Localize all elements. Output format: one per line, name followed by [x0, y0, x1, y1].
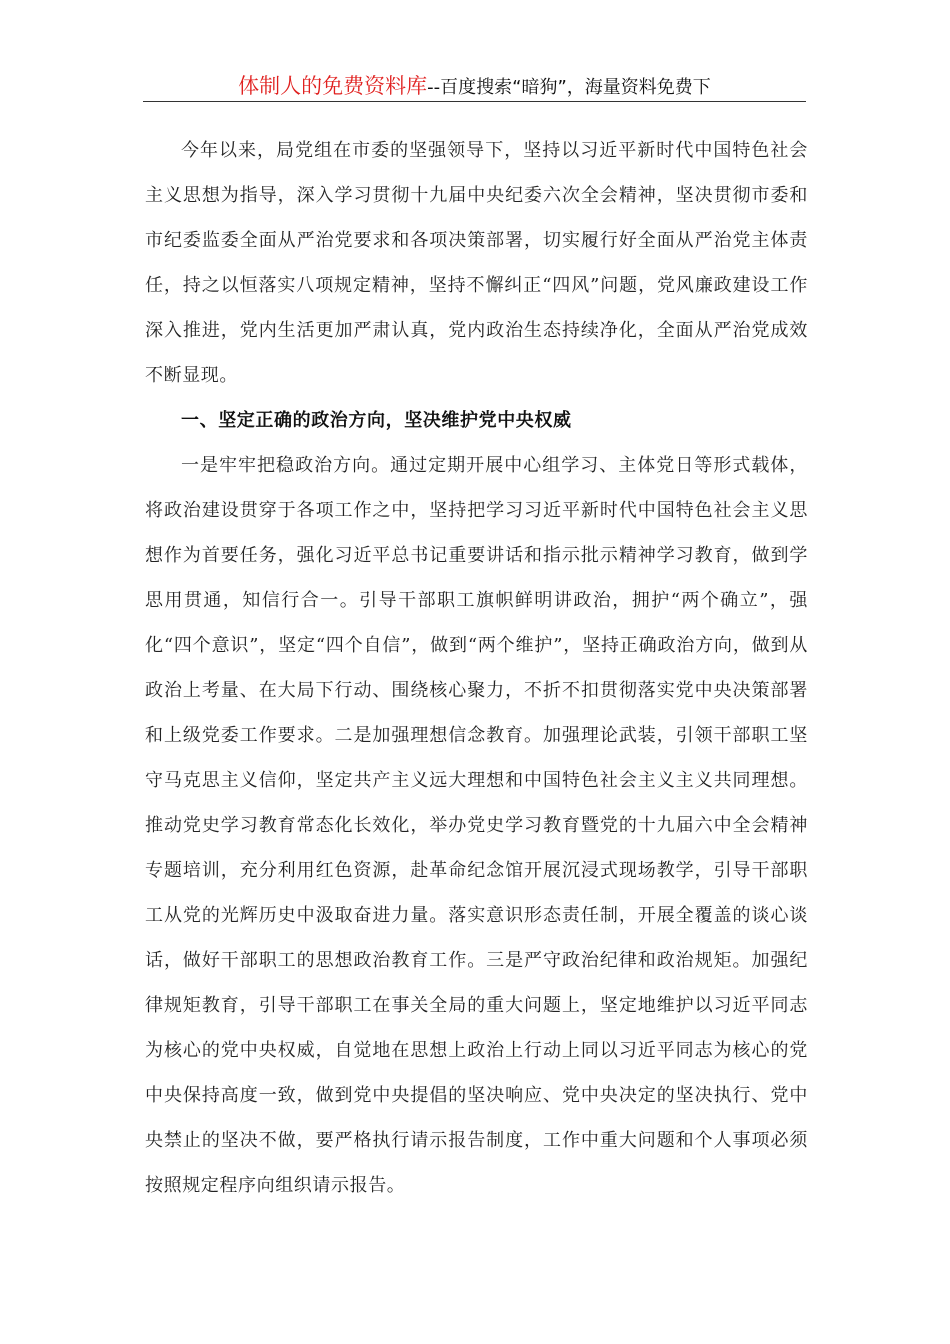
- section-heading: 一、坚定正确的政治方向，坚决维护党中央权威: [181, 410, 572, 431]
- header-divider: [143, 101, 806, 102]
- header-brand: 体制人的免费资料库: [238, 74, 428, 98]
- intro-paragraph: 今年以来，局党组在市委的坚强领导下，坚持以习近平新时代中国特色社会主义思想为指导，深入学习贯彻十九届中央纪委六次全会精神，坚决贯彻市委和市纪委监委全面从严治党要求和各项决策部署，切实履行好全面从严治党主体责任，持之以恒落实八项规定精神，坚持不懈纠正“四风”问题，党风廉政建设工作深入推进，党内生活更加严肃认真，党内政治生态持续净化，全面从严治党成效不断显现。: [145, 140, 808, 386]
- header-tagline: --百度搜索“暗狗”，海量资料免费下: [427, 77, 711, 98]
- section-paragraph: 一是牢牢把稳政治方向。通过定期开展中心组学习、主体党日等形式载体，将政治建设贯穿于各项工作之中，坚持把学习习近平新时代中国特色社会主义思想作为首要任务，强化习近平总书记重要讲话和指示批示精神学习教育，做到学思用贯通，知信行合一。引导干部职工旗帜鲜明讲政治，拥护“两个确立”，强化“四个意识”，坚定“四个自信”，做到“两个维护”，坚持正确政治方向，做到从政治上考量、在大局下行动、围绕核心聚力，不折不扣贯彻落实党中央决策部署和上级党委工作要求。二是加强理想信念教育。加强理论武装，引领干部职工坚守马克思主义信仰，坚定共产主义远大理想和中国特色社会主义主义共同理想。推动党史学习教育常态化长效化，举办党史学习教育暨党的十九届六中全会精神专题培训，充分利用红色资源，赴革命纪念馆开展沉浸式现场教学，引导干部职工从党的光辉历史中汲取奋进力量。落实意识形态责任制，开展全覆盖的谈心谈话，做好干部职工的思想政治教育工作。三是严守政治纪律和政治规矩。加强纪律规矩教育，引导干部职工在事关全局的重大问题上，坚定地维护以习近平同志为核心的党中央权威，自觉地在思想上政治上行动上同以习近平同志为核心的党中央保持高度一致，做到党中央提倡的坚决响应、党中央决定的坚决执行、党中央禁止的坚决不做，要严格执行请示报告制度，工作中重大问题和个人事项必须按照规定程序向组织请示报告。: [145, 455, 808, 1196]
- page-header: [143, 70, 806, 102]
- document-body: [145, 128, 808, 1208]
